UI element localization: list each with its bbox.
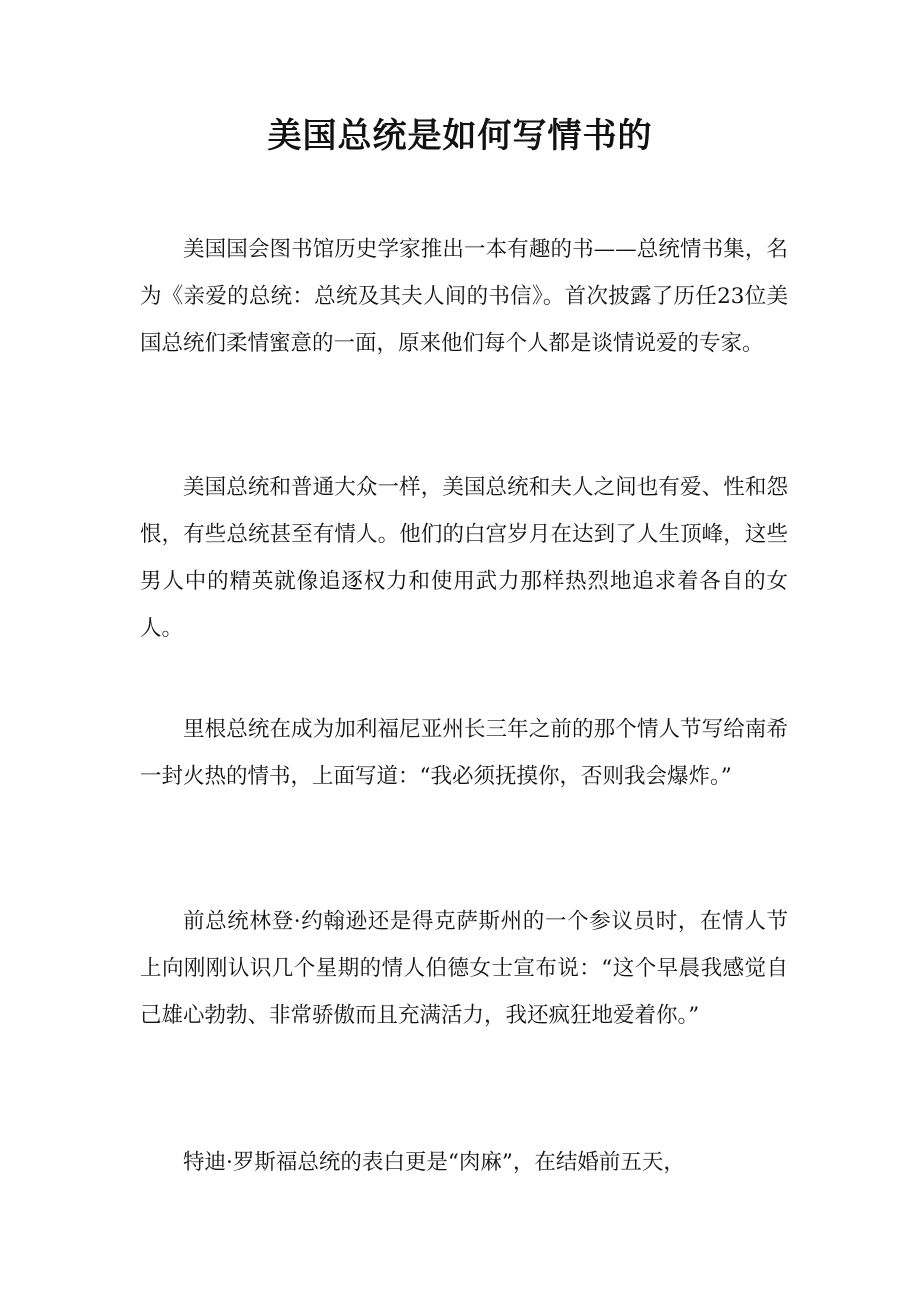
paragraph-1: 美国国会图书馆历史学家推出一本有趣的书——总统情书集，名为《亲爱的总统：总统及其夫人间的书信》。首次披露了历任23位美国总统们柔情蜜意的一面，原来他们每个人都是谈情说爱的专家。 [140, 237, 788, 356]
paragraph-5: 特迪·罗斯福总统的表白更是“肉麻”，在结婚前五天， [183, 1150, 685, 1175]
document-title: 美国总统是如何写情书的 [267, 116, 653, 156]
paragraph-2: 美国总统和普通大众一样，美国总统和夫人之间也有爱、性和怨恨，有些总统甚至有情人。他们的白宫岁月在达到了人生顶峰，这些男人中的精英就像追逐权力和使用武力那样热烈地追求着各自的女人。 [140, 475, 788, 641]
paragraph-3: 里根总统在成为加利福尼亚州长三年之前的那个情人节写给南希一封火热的情书，上面写道：“我必须抚摸你，否则我会爆炸。” [140, 717, 788, 789]
paragraph-4: 前总统林登·约翰逊还是得克萨斯州的一个参议员时，在情人节上向刚刚认识几个星期的情人伯德女士宣布说：“这个早晨我感觉自己雄心勃勃、非常骄傲而且充满活力，我还疯狂地爱着你。” [140, 909, 788, 1028]
